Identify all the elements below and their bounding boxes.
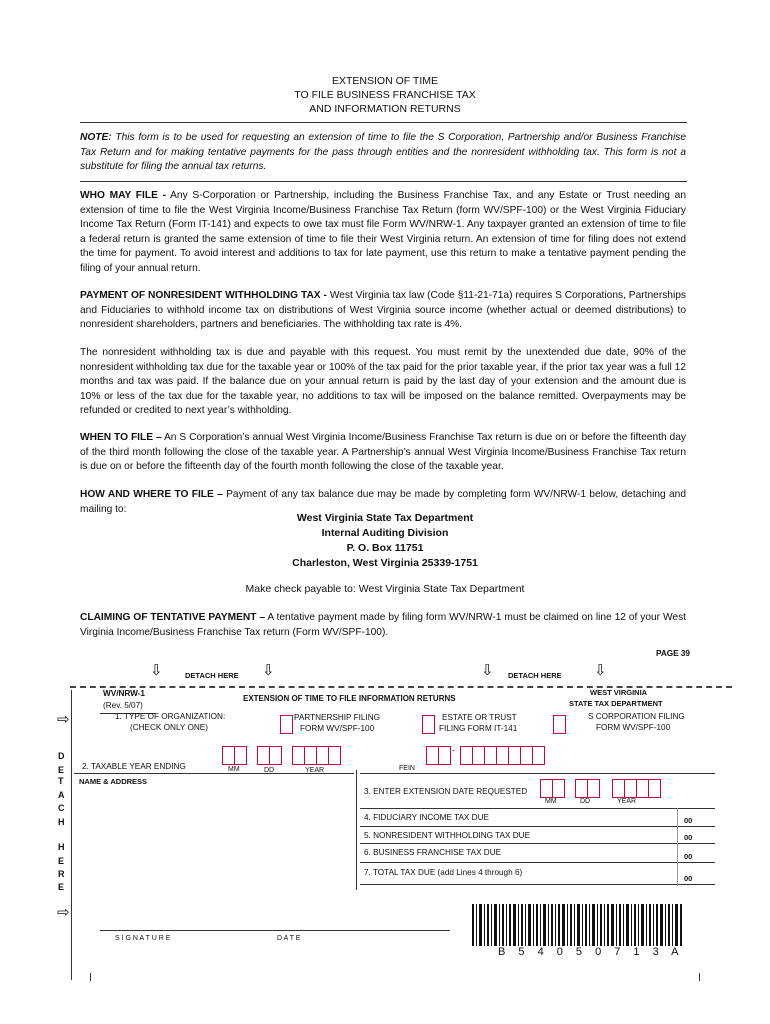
- title-line-3: AND INFORMATION RETURNS: [309, 103, 461, 115]
- detach-right-label: DETACH HERE: [508, 671, 562, 680]
- payment-paragraph: [80, 289, 686, 333]
- left-form-edge: [71, 690, 72, 980]
- when-paragraph: [80, 431, 686, 475]
- s-corp-form: FORM WV/SPF-100: [596, 723, 671, 732]
- line-7-cents: 00: [684, 874, 693, 883]
- agency-name: WEST VIRGINIA: [590, 688, 648, 697]
- who-may-file-paragraph: [80, 189, 686, 276]
- barcode-image: [472, 904, 684, 946]
- when-label: WHEN TO FILE –: [80, 432, 162, 443]
- address-line-4: Charleston, West Virginia 25339-1751: [292, 557, 478, 569]
- payment-text: West Virginia tax law (Code §11-21-71a) requires S Corporations, Partnerships and Fiduciaries to withhold income tax on distributions of West Virginia source income (whether actual or deemed distributions) to nonresident shareholders, partners and beneficiaries. The withholding tax rate is 4%.: [80, 290, 686, 330]
- taxable-year-caption: YEAR: [305, 767, 325, 774]
- line-4-cents: 00: [684, 816, 693, 825]
- partnership-checkbox[interactable]: [280, 715, 293, 734]
- claiming-paragraph: [80, 611, 686, 640]
- note-text: This form is to be used for requesting an extension of time to file the S Corporation, Partnership and/or Business Franchise Tax Return and for making tentative payments for the pass through entities and the nonresident withholding tax. This form is not a substitute for filing the annual tax returns.: [80, 132, 686, 172]
- ext-mm-caption: MM: [545, 798, 557, 805]
- line-5-underline: [360, 843, 715, 844]
- side-letter: A: [58, 790, 65, 800]
- title-line-1: EXTENSION OF TIME: [332, 75, 438, 87]
- line-6-underline: [360, 862, 715, 863]
- line-4-label: 4. FIDUCIARY INCOME TAX DUE: [364, 813, 489, 822]
- side-letter: E: [58, 765, 65, 775]
- note-paragraph: [80, 131, 686, 175]
- barcode-text: B 5 4 0 5 0 7 1 3 A: [498, 946, 684, 958]
- side-letter: R: [58, 869, 65, 879]
- estate-label: ESTATE OR TRUST: [442, 713, 517, 722]
- side-letter: E: [58, 882, 65, 892]
- taxable-dd-caption: DD: [264, 767, 275, 774]
- line-6-cents: 00: [684, 852, 693, 861]
- line-6-label: 6. BUSINESS FRANCHISE TAX DUE: [364, 848, 502, 857]
- claiming-label: CLAIMING OF TENTATIVE PAYMENT –: [80, 612, 266, 623]
- ext-year-box-4[interactable]: [648, 779, 661, 798]
- detach-left-label: DETACH HERE: [185, 671, 239, 680]
- signature-label: S I G N A T U R E: [115, 935, 171, 942]
- line-5-cents: 00: [684, 833, 693, 842]
- payment-label: PAYMENT OF NONRESIDENT WITHHOLDING TAX -: [80, 290, 327, 301]
- name-box-divider: [356, 770, 357, 890]
- partnership-label: PARTNERSHIP FILING: [294, 713, 380, 722]
- estate-checkbox[interactable]: [422, 715, 435, 734]
- who-text: Any S-Corporation or Partnership, including the Business Franchise Tax, and any Estate or Trust needing an extension of time to file the West Virginia Income/Business Franchise Tax Return (form WV/SPF-100) or the West Virginia Fiduciary Income Tax Return (Form IT-141) and expects to owe tax must file Form WV/NRW-1. Any taxpayer granted an extension of time to file a federal return is granted the same extension of time to file their West Virginia return. An extension of time for filing does not extend the time for payment. To avoid interest and additions to tax for late payment, use this return to make a tentative payment pending the filing of your annual return.: [80, 190, 686, 274]
- partnership-form: FORM WV/SPF-100: [300, 724, 375, 733]
- side-letter: E: [58, 856, 65, 866]
- down-arrow-icon: ⇩: [150, 662, 163, 679]
- nonresident-text: The nonresident withholding tax is due and payable with this request. You must remit by the unextended due date, 90% of the nonresident withholding tax due for the taxable year or 100% of the tax paid for the prior taxable year, if the prior tax year was a full 12 months and tax was paid. If the balance due on your annual return is paid by the last day of your extension and the amount due is 10% or less of the tax due for the taxable year, no additions to tax will be imposed on the balance remitted. Overpayments may be refunded or credited to next year’s withholding.: [80, 347, 686, 416]
- ext-dd-caption: DD: [580, 798, 591, 805]
- taxable-mm-caption: MM: [228, 766, 240, 773]
- address-line-2: Internal Auditing Division: [321, 527, 449, 539]
- form-id: WV/NRW-1: [103, 689, 145, 698]
- who-label: WHO MAY FILE -: [80, 190, 166, 201]
- down-arrow-icon: ⇩: [262, 662, 275, 679]
- title-line-2: TO FILE BUSINESS FRANCHISE TAX: [294, 89, 476, 101]
- payable-line: Make check payable to: West Virginia State Tax Department: [245, 583, 525, 595]
- how-label: HOW AND WHERE TO FILE –: [80, 489, 223, 500]
- cents-divider: [677, 808, 678, 886]
- s-corp-checkbox[interactable]: [553, 715, 566, 734]
- right-arrow-icon: ⇨: [57, 904, 70, 921]
- date-label: D A T E: [277, 935, 301, 942]
- ext-year-caption: YEAR: [617, 798, 637, 805]
- agency-dept: STATE TAX DEPARTMENT: [569, 699, 663, 708]
- signature-line: [100, 930, 450, 931]
- fein-box[interactable]: [532, 746, 545, 765]
- taxable-mm-box-2[interactable]: [234, 746, 247, 765]
- org-type-label: 1. TYPE OF ORGANIZATION:: [115, 712, 226, 721]
- line-3-underline: [360, 808, 715, 809]
- page-number: PAGE 39: [656, 649, 690, 658]
- corner-tick-left: [90, 973, 91, 981]
- nonresident-paragraph: [80, 346, 686, 419]
- side-letter: T: [58, 776, 64, 786]
- side-letter: H: [58, 817, 65, 827]
- org-type-hint: (CHECK ONLY ONE): [130, 723, 208, 732]
- extension-date-label: 3. ENTER EXTENSION DATE REQUESTED: [364, 787, 528, 796]
- line-5-label: 5. NONRESIDENT WITHHOLDING TAX DUE: [364, 831, 531, 840]
- how-text: Payment of any tax balance due may be made by completing form WV/NRW-1 below, detaching and mailing to:: [80, 489, 686, 515]
- form-rev: (Rev. 5/07): [103, 701, 143, 710]
- ext-mm-box-2[interactable]: [552, 779, 565, 798]
- taxable-dd-box-2[interactable]: [269, 746, 282, 765]
- mailing-address: [0, 511, 770, 571]
- corner-tick-right: [699, 973, 700, 981]
- side-letter: C: [58, 803, 65, 813]
- fein-label: FEIN: [399, 765, 415, 772]
- side-letter: H: [58, 842, 65, 852]
- line-4-underline: [360, 826, 715, 827]
- fein-dash: -: [452, 746, 455, 755]
- side-letter: D: [58, 751, 65, 761]
- name-address-label: NAME & ADDRESS: [79, 777, 148, 786]
- s-corp-label: S CORPORATION FILING: [588, 712, 685, 721]
- taxable-year-label: 2. TAXABLE YEAR ENDING: [82, 762, 186, 771]
- fein-box[interactable]: [438, 746, 451, 765]
- form-title: [0, 74, 770, 116]
- note-label: NOTE:: [80, 132, 112, 143]
- estate-form: FILING FORM IT-141: [439, 724, 518, 733]
- ext-dd-box-2[interactable]: [587, 779, 600, 798]
- address-line-1: West Virginia State Tax Department: [296, 512, 474, 524]
- down-arrow-icon: ⇩: [481, 662, 494, 679]
- taxable-year-box-4[interactable]: [328, 746, 341, 765]
- address-line-3: P. O. Box 11751: [346, 542, 424, 554]
- line-7-underline: [360, 884, 715, 885]
- down-arrow-icon: ⇩: [594, 662, 607, 679]
- right-arrow-icon: ⇨: [57, 711, 70, 728]
- fein-underline: [360, 773, 715, 774]
- top-rule: [80, 122, 687, 123]
- line-7-label: 7. TOTAL TAX DUE (add Lines 4 through 6): [364, 868, 523, 877]
- line-2-underline: [74, 773, 354, 774]
- form-heading: EXTENSION OF TIME TO FILE INFORMATION RETURNS: [243, 694, 456, 703]
- claiming-text: A tentative payment made by filing form WV/NRW-1 must be claimed on line 12 of your West Virginia Income/Business Franchise Tax return (Form WV/SPF-100).: [80, 612, 686, 638]
- note-rule: [80, 181, 687, 182]
- when-text: An S Corporation’s annual West Virginia Income/Business Franchise Tax return is due on or before the fifteenth day of the third month following the close of the taxable year. A Partnership’s annual West Virginia Income/Business Franchise Tax return is due on or before the fifteenth day of the fourth month following the close of the taxable year.: [80, 432, 686, 472]
